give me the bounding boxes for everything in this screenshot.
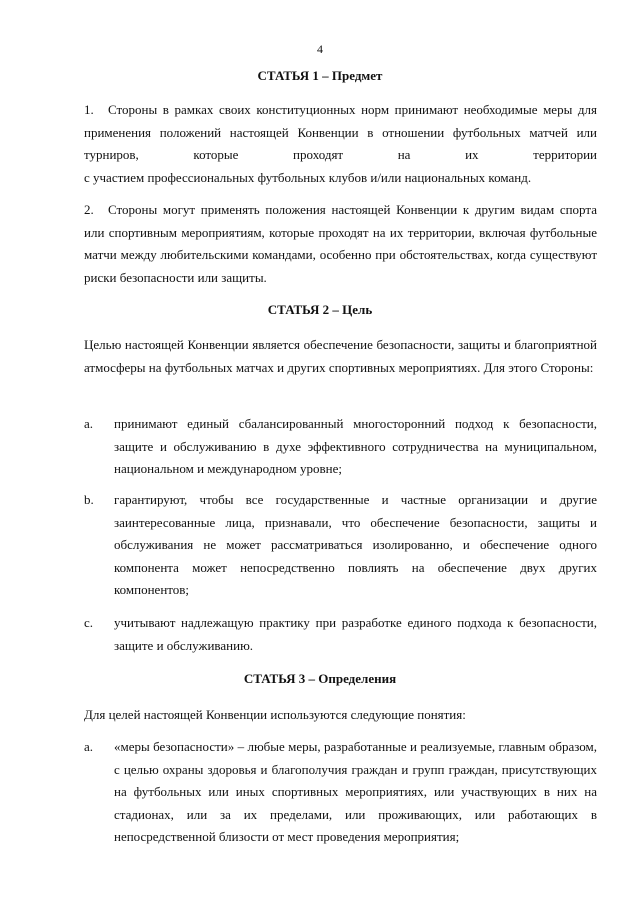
item-marker: a.	[84, 416, 94, 431]
article-1-paragraph-1-line-4: с участием профессиональных футбольных клубов и/или национальных команд.	[84, 169, 532, 185]
article-2-item-a	[84, 413, 597, 481]
article-2-item-c	[84, 612, 597, 657]
item-marker: a.	[84, 739, 94, 754]
article-1-paragraph-1	[84, 99, 597, 189]
article-3-item-a	[84, 736, 597, 849]
article-1-title: СТАТЬЯ 1 – Предмет	[257, 68, 383, 83]
item-text: учитывают надлежащую практику при разработке единого подхода к безопасности, защите и обслуживанию.	[114, 615, 597, 653]
item-text: принимают единый сбалансированный многосторонний подход к безопасности, защите и обслуживанию в духе эффективного сотрудничества на муниципальном, национальном и международном уровне;	[114, 416, 597, 476]
article-3-title: СТАТЬЯ 3 – Определения	[243, 671, 397, 686]
paragraph-text: Стороны могут применять положения настоящей Конвенции к другим видам спорта или спортивным мероприятиям, которые проходят на их территории, включая футбольные матчи между любительскими командами, особенно при обстоятельствах, когда существуют риски безопасности или защиты.	[84, 202, 597, 285]
article-2-title: СТАТЬЯ 2 – Цель	[267, 302, 373, 317]
item-marker: b.	[84, 492, 94, 507]
article-3-intro: Для целей настоящей Конвенции используются следующие понятия:	[84, 707, 466, 722]
item-text: «меры безопасности» – любые меры, разработанные и реализуемые, главным образом, с целью охраны здоровья и благополучия граждан и групп граждан, присутствующих на футбольных или иных спортивных мероприятиях, или участвующих в них на стадионах, или за их пределами, или проживающих, или работающих в непосредственной близости от мест проведения мероприятия;	[114, 739, 597, 844]
paragraph-text: Стороны в рамках своих конституционных норм принимают необходимые меры для	[108, 102, 597, 117]
article-1-paragraph-1-line-3: турниров, которые проходят на их территории	[84, 147, 597, 162]
article-2-item-b	[84, 489, 597, 602]
paragraph-number: 2.	[84, 202, 94, 217]
article-1-paragraph-1-line-1	[84, 99, 597, 122]
item-text: гарантируют, чтобы все государственные и частные организации и другие заинтересованные лица, признавали, что обеспечение безопасности, защиты и обслуживания не может рассматриваться изолированно, и обеспечение одного компонента может непосредственно повлиять на обеспечение двух других компонентов;	[114, 492, 597, 597]
article-1-paragraph-2	[84, 199, 597, 289]
item-marker: c.	[84, 615, 94, 630]
page-number: 4	[317, 42, 323, 56]
article-1-paragraph-1-line-2: применения положений настоящей Конвенции в отношении футбольных матчей или	[84, 124, 597, 140]
paragraph-number: 1.	[84, 102, 94, 117]
article-2-intro: Целью настоящей Конвенции является обеспечение безопасности, защиты и благоприятной атмосферы на футбольных матчах и других спортивных мероприятиях. Для этого Стороны:	[84, 337, 597, 375]
